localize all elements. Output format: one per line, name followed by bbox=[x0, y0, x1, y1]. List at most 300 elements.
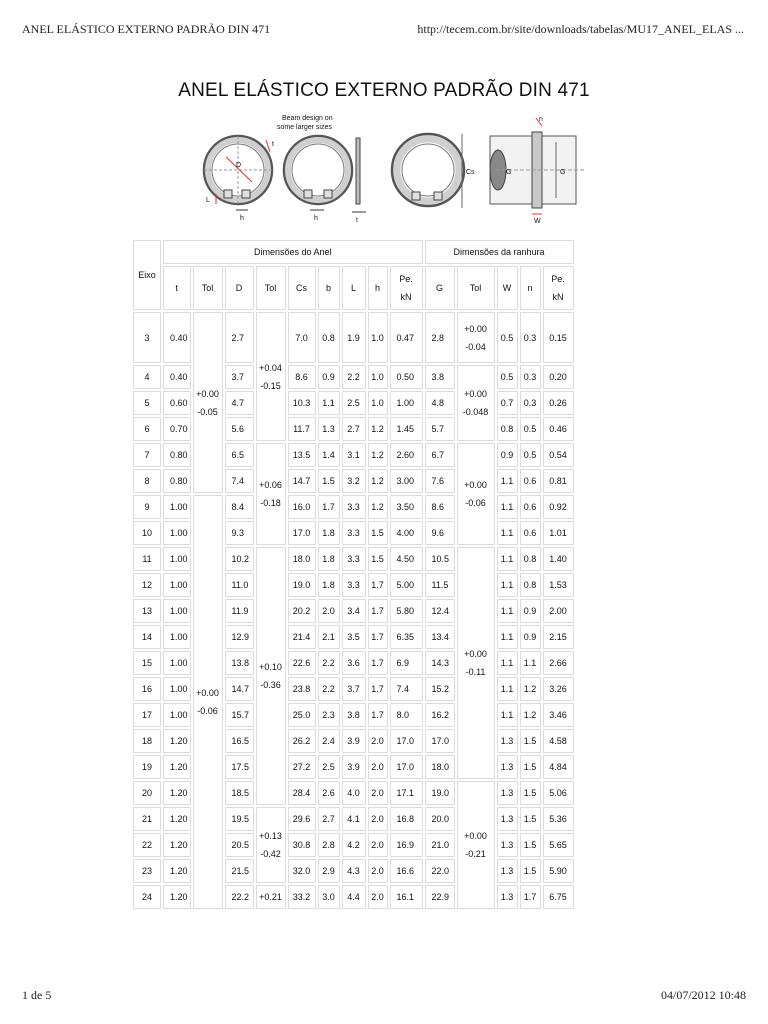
cell-h: 1.7 bbox=[368, 677, 388, 701]
cell-h: 1.7 bbox=[368, 573, 388, 597]
cell-h: 2.0 bbox=[368, 755, 388, 779]
cell-b: 1.8 bbox=[318, 573, 340, 597]
cell-n: 0.9 bbox=[520, 599, 541, 623]
cell-pe: 17.0 bbox=[390, 729, 423, 753]
cell-eixo: 21 bbox=[133, 807, 161, 831]
cell-L: 2.2 bbox=[342, 365, 366, 389]
cell-pe: 0.50 bbox=[390, 365, 423, 389]
cell-Cs: 27.2 bbox=[288, 755, 316, 779]
cell-t: 0.40 bbox=[163, 312, 191, 363]
cell-b: 1.3 bbox=[318, 417, 340, 441]
cell-D: 11.0 bbox=[225, 573, 254, 597]
cell-Cs: 16.0 bbox=[288, 495, 316, 519]
label-Cs: Cs bbox=[466, 169, 475, 176]
cell-h: 1.7 bbox=[368, 625, 388, 649]
cell-n: 0.6 bbox=[520, 521, 541, 545]
cell-G: 9.6 bbox=[425, 521, 455, 545]
header-b: b bbox=[318, 266, 340, 310]
cell-G: 17.0 bbox=[425, 729, 455, 753]
cell-L: 3.4 bbox=[342, 599, 366, 623]
cell-W: 0.7 bbox=[497, 391, 518, 415]
cell-pe: 6.9 bbox=[390, 651, 423, 675]
cell-n: 0.6 bbox=[520, 469, 541, 493]
cell-L: 3.1 bbox=[342, 443, 366, 467]
cell-eixo: 5 bbox=[133, 391, 161, 415]
cell-L: 4.3 bbox=[342, 859, 366, 883]
cell-Cs: 28.4 bbox=[288, 781, 316, 805]
cell-eixo: 7 bbox=[133, 443, 161, 467]
cell-b: 2.4 bbox=[318, 729, 340, 753]
cell-eixo: 13 bbox=[133, 599, 161, 623]
cell-t: 0.60 bbox=[163, 391, 191, 415]
cell-h: 1.7 bbox=[368, 651, 388, 675]
cell-Cs: 29.6 bbox=[288, 807, 316, 831]
cell-Cs: 14.7 bbox=[288, 469, 316, 493]
cell-Cs: 22.6 bbox=[288, 651, 316, 675]
cell-tol-D: +0.06 -0.18 bbox=[256, 443, 286, 545]
cell-L: 3.2 bbox=[342, 469, 366, 493]
label-G: G bbox=[506, 169, 512, 176]
cell-n: 0.3 bbox=[520, 391, 541, 415]
cell-pe2: 1.01 bbox=[543, 521, 574, 545]
cell-t: 1.00 bbox=[163, 677, 191, 701]
cell-G: 22.0 bbox=[425, 859, 455, 883]
cell-W: 0.5 bbox=[497, 365, 518, 389]
cell-n: 0.8 bbox=[520, 573, 541, 597]
header-h: h bbox=[368, 266, 388, 310]
cell-h: 1.2 bbox=[368, 417, 388, 441]
cell-W: 1.3 bbox=[497, 755, 518, 779]
cell-b: 2.9 bbox=[318, 859, 340, 883]
cell-eixo: 24 bbox=[133, 885, 161, 909]
cell-b: 2.5 bbox=[318, 755, 340, 779]
cell-n: 1.5 bbox=[520, 755, 541, 779]
cell-b: 0.9 bbox=[318, 365, 340, 389]
cell-b: 3.0 bbox=[318, 885, 340, 909]
cell-pe2: 4.84 bbox=[543, 755, 574, 779]
cell-D: 21.5 bbox=[225, 859, 254, 883]
cell-eixo: 19 bbox=[133, 755, 161, 779]
cell-pe2: 0.46 bbox=[543, 417, 574, 441]
cell-W: 1.3 bbox=[497, 729, 518, 753]
diagram-note-2: some larger sizes bbox=[277, 124, 332, 131]
diagram-note-1: Beam design on bbox=[282, 115, 333, 122]
cell-pe: 1.00 bbox=[390, 391, 423, 415]
cell-eixo: 4 bbox=[133, 365, 161, 389]
cell-L: 3.9 bbox=[342, 755, 366, 779]
cell-G: 14.3 bbox=[425, 651, 455, 675]
cell-h: 1.0 bbox=[368, 312, 388, 363]
header-eixo: Eixo bbox=[133, 240, 161, 310]
cell-b: 1.8 bbox=[318, 547, 340, 571]
cell-pe2: 1.53 bbox=[543, 573, 574, 597]
cell-pe: 16.6 bbox=[390, 859, 423, 883]
cell-t: 1.20 bbox=[163, 833, 191, 857]
cell-W: 1.1 bbox=[497, 547, 518, 571]
cell-t: 0.40 bbox=[163, 365, 191, 389]
cell-W: 1.3 bbox=[497, 807, 518, 831]
cell-eixo: 22 bbox=[133, 833, 161, 857]
cell-n: 0.6 bbox=[520, 495, 541, 519]
cell-tol-t: +0.00 -0.05 bbox=[193, 312, 223, 493]
cell-pe2: 0.81 bbox=[543, 469, 574, 493]
cell-L: 3.6 bbox=[342, 651, 366, 675]
cell-pe2: 2.66 bbox=[543, 651, 574, 675]
header-W: W bbox=[497, 266, 518, 310]
cell-G: 7.6 bbox=[425, 469, 455, 493]
print-header-url: http://tecem.com.br/site/downloads/tabelas/MU17_ANEL_ELAS ... bbox=[417, 22, 744, 36]
cell-h: 1.5 bbox=[368, 547, 388, 571]
cell-eixo: 9 bbox=[133, 495, 161, 519]
header-tol3: Tol bbox=[457, 266, 495, 310]
cell-pe2: 0.54 bbox=[543, 443, 574, 467]
cell-h: 1.5 bbox=[368, 521, 388, 545]
cell-t: 1.00 bbox=[163, 599, 191, 623]
cell-n: 0.9 bbox=[520, 625, 541, 649]
cell-eixo: 12 bbox=[133, 573, 161, 597]
cell-G: 15.2 bbox=[425, 677, 455, 701]
cell-b: 1.7 bbox=[318, 495, 340, 519]
cell-pe: 4.00 bbox=[390, 521, 423, 545]
cell-L: 3.7 bbox=[342, 677, 366, 701]
cell-pe: 16.8 bbox=[390, 807, 423, 831]
cell-b: 2.0 bbox=[318, 599, 340, 623]
cell-D: 14.7 bbox=[225, 677, 254, 701]
cell-eixo: 23 bbox=[133, 859, 161, 883]
cell-D: 2.7 bbox=[225, 312, 254, 363]
cell-n: 1.2 bbox=[520, 677, 541, 701]
cell-Cs: 19.0 bbox=[288, 573, 316, 597]
cell-t: 1.20 bbox=[163, 859, 191, 883]
cell-t: 1.20 bbox=[163, 781, 191, 805]
cell-n: 1.1 bbox=[520, 651, 541, 675]
cell-W: 1.1 bbox=[497, 651, 518, 675]
cell-W: 0.9 bbox=[497, 443, 518, 467]
cell-b: 0.8 bbox=[318, 312, 340, 363]
label-D: D bbox=[236, 162, 242, 169]
cell-tol-G: +0.00 -0.21 bbox=[457, 781, 495, 909]
cell-G: 19.0 bbox=[425, 781, 455, 805]
cell-tol-G: +0.00 -0.06 bbox=[457, 443, 495, 545]
cell-W: 1.1 bbox=[497, 573, 518, 597]
cell-eixo: 15 bbox=[133, 651, 161, 675]
label-h: h bbox=[240, 215, 244, 222]
cell-Cs: 30.8 bbox=[288, 833, 316, 857]
cell-pe2: 0.20 bbox=[543, 365, 574, 389]
cell-b: 2.8 bbox=[318, 833, 340, 857]
cell-Cs: 13.5 bbox=[288, 443, 316, 467]
cell-D: 3.7 bbox=[225, 365, 254, 389]
cell-W: 1.1 bbox=[497, 703, 518, 727]
cell-G: 10.5 bbox=[425, 547, 455, 571]
cell-pe: 16.1 bbox=[390, 885, 423, 909]
cell-W: 1.1 bbox=[497, 495, 518, 519]
cell-tol-D: +0.21 bbox=[256, 885, 286, 909]
cell-pe2: 5.90 bbox=[543, 859, 574, 883]
cell-pe: 4.50 bbox=[390, 547, 423, 571]
cell-h: 1.7 bbox=[368, 599, 388, 623]
cell-t: 1.00 bbox=[163, 521, 191, 545]
cell-eixo: 14 bbox=[133, 625, 161, 649]
cell-tol-D: +0.04 -0.15 bbox=[256, 312, 286, 441]
cell-L: 3.9 bbox=[342, 729, 366, 753]
cell-Cs: 8.6 bbox=[288, 365, 316, 389]
cell-pe: 3.00 bbox=[390, 469, 423, 493]
cell-t: 1.00 bbox=[163, 573, 191, 597]
document-title: ANEL ELÁSTICO EXTERNO PADRÃO DIN 471 bbox=[178, 80, 590, 101]
cell-h: 2.0 bbox=[368, 885, 388, 909]
cell-pe2: 1.40 bbox=[543, 547, 574, 571]
cell-eixo: 10 bbox=[133, 521, 161, 545]
cell-h: 2.0 bbox=[368, 729, 388, 753]
cell-L: 4.0 bbox=[342, 781, 366, 805]
cell-h: 1.2 bbox=[368, 469, 388, 493]
cell-pe2: 6.75 bbox=[543, 885, 574, 909]
label-L: L bbox=[206, 197, 210, 204]
cell-tol-G: +0.00 -0.04 bbox=[457, 312, 495, 363]
cell-W: 0.8 bbox=[497, 417, 518, 441]
cell-Cs: 23.8 bbox=[288, 677, 316, 701]
cell-eixo: 16 bbox=[133, 677, 161, 701]
cell-pe: 3.50 bbox=[390, 495, 423, 519]
cell-D: 15.7 bbox=[225, 703, 254, 727]
cell-pe: 16.9 bbox=[390, 833, 423, 857]
cell-D: 12.9 bbox=[225, 625, 254, 649]
cell-D: 10.2 bbox=[225, 547, 254, 571]
dimensions-table bbox=[131, 238, 576, 911]
cell-b: 2.2 bbox=[318, 677, 340, 701]
cell-n: 1.5 bbox=[520, 807, 541, 831]
cell-Cs: 7.0 bbox=[288, 312, 316, 363]
header-t: t bbox=[163, 266, 191, 310]
header-Cs: Cs bbox=[288, 266, 316, 310]
cell-pe2: 5.06 bbox=[543, 781, 574, 805]
cell-t: 1.00 bbox=[163, 651, 191, 675]
cell-h: 1.2 bbox=[368, 443, 388, 467]
cell-t: 1.00 bbox=[163, 625, 191, 649]
header-group-ranhura: Dimensões da ranhura bbox=[425, 240, 574, 264]
label-n: n bbox=[539, 116, 543, 123]
cell-eixo: 6 bbox=[133, 417, 161, 441]
header-pe: Pe. kN bbox=[390, 266, 423, 310]
cell-t: 0.70 bbox=[163, 417, 191, 441]
cell-pe: 2.60 bbox=[390, 443, 423, 467]
cell-eixo: 17 bbox=[133, 703, 161, 727]
cell-G: 3.8 bbox=[425, 365, 455, 389]
cell-pe: 6.35 bbox=[390, 625, 423, 649]
cell-pe2: 4.58 bbox=[543, 729, 574, 753]
cell-Cs: 10.3 bbox=[288, 391, 316, 415]
table-row bbox=[133, 495, 574, 519]
cell-pe: 17.0 bbox=[390, 755, 423, 779]
cell-L: 3.5 bbox=[342, 625, 366, 649]
table-row bbox=[133, 312, 574, 363]
cell-pe2: 5.65 bbox=[543, 833, 574, 857]
cell-D: 22.2 bbox=[225, 885, 254, 909]
cell-G: 5.7 bbox=[425, 417, 455, 441]
cell-W: 1.1 bbox=[497, 469, 518, 493]
cell-tol-G: +0.00 -0.11 bbox=[457, 547, 495, 779]
cell-n: 1.5 bbox=[520, 781, 541, 805]
cell-G: 6.7 bbox=[425, 443, 455, 467]
cell-b: 1.8 bbox=[318, 521, 340, 545]
cell-h: 2.0 bbox=[368, 781, 388, 805]
cell-D: 17.5 bbox=[225, 755, 254, 779]
cell-t: 1.20 bbox=[163, 729, 191, 753]
cell-D: 19.5 bbox=[225, 807, 254, 831]
header-group-anel: Dimensões do Anel bbox=[163, 240, 423, 264]
cell-t: 0.80 bbox=[163, 443, 191, 467]
cell-pe2: 0.15 bbox=[543, 312, 574, 363]
cell-W: 1.3 bbox=[497, 781, 518, 805]
cell-Cs: 25.0 bbox=[288, 703, 316, 727]
cell-b: 1.4 bbox=[318, 443, 340, 467]
cell-G: 11.5 bbox=[425, 573, 455, 597]
cell-L: 1.9 bbox=[342, 312, 366, 363]
cell-W: 0.5 bbox=[497, 312, 518, 363]
cell-G: 2.8 bbox=[425, 312, 455, 363]
cell-n: 1.5 bbox=[520, 859, 541, 883]
cell-pe: 8.0 bbox=[390, 703, 423, 727]
cell-W: 1.3 bbox=[497, 859, 518, 883]
cell-D: 7.4 bbox=[225, 469, 254, 493]
cell-D: 6.5 bbox=[225, 443, 254, 467]
cell-b: 2.2 bbox=[318, 651, 340, 675]
cell-L: 3.3 bbox=[342, 547, 366, 571]
cell-L: 2.5 bbox=[342, 391, 366, 415]
cell-b: 2.1 bbox=[318, 625, 340, 649]
cell-W: 1.1 bbox=[497, 599, 518, 623]
cell-h: 2.0 bbox=[368, 807, 388, 831]
cell-n: 1.5 bbox=[520, 729, 541, 753]
page-counter: 1 de 5 bbox=[22, 988, 52, 1002]
cell-W: 1.3 bbox=[497, 833, 518, 857]
cell-Cs: 32.0 bbox=[288, 859, 316, 883]
cell-pe2: 0.92 bbox=[543, 495, 574, 519]
cell-Cs: 21.4 bbox=[288, 625, 316, 649]
cell-Cs: 26.2 bbox=[288, 729, 316, 753]
cell-tol-t: +0.00 -0.06 bbox=[193, 495, 223, 909]
header-tol: Tol bbox=[193, 266, 223, 310]
cell-n: 0.8 bbox=[520, 547, 541, 571]
cell-t: 1.00 bbox=[163, 495, 191, 519]
cell-pe2: 3.46 bbox=[543, 703, 574, 727]
header-L: L bbox=[342, 266, 366, 310]
cell-b: 2.7 bbox=[318, 807, 340, 831]
header-n: n bbox=[520, 266, 541, 310]
cell-t: 0.80 bbox=[163, 469, 191, 493]
header-G: G bbox=[425, 266, 455, 310]
cell-W: 1.1 bbox=[497, 521, 518, 545]
cell-pe2: 2.00 bbox=[543, 599, 574, 623]
cell-n: 1.7 bbox=[520, 885, 541, 909]
cell-h: 2.0 bbox=[368, 833, 388, 857]
cell-D: 5.6 bbox=[225, 417, 254, 441]
cell-t: 1.00 bbox=[163, 703, 191, 727]
cell-n: 0.5 bbox=[520, 417, 541, 441]
cell-D: 20.5 bbox=[225, 833, 254, 857]
cell-t: 1.20 bbox=[163, 807, 191, 831]
cell-pe: 5.80 bbox=[390, 599, 423, 623]
label-W: W bbox=[534, 218, 541, 224]
cell-Cs: 17.0 bbox=[288, 521, 316, 545]
cell-L: 4.4 bbox=[342, 885, 366, 909]
cell-pe2: 3.26 bbox=[543, 677, 574, 701]
header-pe2: Pe. kN bbox=[543, 266, 574, 310]
label-h2: h bbox=[314, 215, 318, 222]
cell-D: 11.9 bbox=[225, 599, 254, 623]
cell-L: 3.8 bbox=[342, 703, 366, 727]
cell-pe2: 5.36 bbox=[543, 807, 574, 831]
cell-L: 3.3 bbox=[342, 521, 366, 545]
header-tol2: Tol bbox=[256, 266, 286, 310]
cell-b: 2.3 bbox=[318, 703, 340, 727]
cell-n: 0.3 bbox=[520, 312, 541, 363]
cell-L: 3.3 bbox=[342, 495, 366, 519]
cell-Cs: 18.0 bbox=[288, 547, 316, 571]
cell-b: 2.6 bbox=[318, 781, 340, 805]
cell-pe: 1.45 bbox=[390, 417, 423, 441]
cell-eixo: 3 bbox=[133, 312, 161, 363]
cell-b: 1.1 bbox=[318, 391, 340, 415]
cell-tol-D: +0.10 -0.36 bbox=[256, 547, 286, 805]
label-G2: G bbox=[560, 169, 566, 176]
cell-tol-G: +0.00 -0.048 bbox=[457, 365, 495, 441]
cell-t: 1.20 bbox=[163, 885, 191, 909]
cell-eixo: 20 bbox=[133, 781, 161, 805]
cell-pe2: 2.15 bbox=[543, 625, 574, 649]
cell-D: 16.5 bbox=[225, 729, 254, 753]
cell-G: 13.4 bbox=[425, 625, 455, 649]
label-t: t bbox=[272, 141, 274, 148]
cell-G: 20.0 bbox=[425, 807, 455, 831]
cell-n: 1.5 bbox=[520, 833, 541, 857]
cell-n: 1.2 bbox=[520, 703, 541, 727]
cell-L: 3.3 bbox=[342, 573, 366, 597]
cell-G: 18.0 bbox=[425, 755, 455, 779]
cell-G: 12.4 bbox=[425, 599, 455, 623]
cell-L: 4.1 bbox=[342, 807, 366, 831]
cell-Cs: 11.7 bbox=[288, 417, 316, 441]
cell-D: 9.3 bbox=[225, 521, 254, 545]
cell-h: 2.0 bbox=[368, 859, 388, 883]
cell-b: 1.5 bbox=[318, 469, 340, 493]
cell-D: 8.4 bbox=[225, 495, 254, 519]
cell-n: 0.5 bbox=[520, 443, 541, 467]
cell-D: 18.5 bbox=[225, 781, 254, 805]
cell-L: 2.7 bbox=[342, 417, 366, 441]
cell-pe: 17.1 bbox=[390, 781, 423, 805]
cell-G: 21.0 bbox=[425, 833, 455, 857]
cell-G: 22.9 bbox=[425, 885, 455, 909]
retaining-ring-diagram bbox=[196, 112, 588, 224]
cell-W: 1.3 bbox=[497, 885, 518, 909]
header-D: D bbox=[225, 266, 254, 310]
cell-n: 0.3 bbox=[520, 365, 541, 389]
cell-L: 4.2 bbox=[342, 833, 366, 857]
cell-eixo: 18 bbox=[133, 729, 161, 753]
cell-W: 1.1 bbox=[497, 677, 518, 701]
cell-h: 1.7 bbox=[368, 703, 388, 727]
label-t2: t bbox=[356, 217, 358, 224]
cell-G: 16.2 bbox=[425, 703, 455, 727]
cell-t: 1.00 bbox=[163, 547, 191, 571]
cell-tol-D: +0.13 -0.42 bbox=[256, 807, 286, 883]
cell-eixo: 8 bbox=[133, 469, 161, 493]
cell-D: 4.7 bbox=[225, 391, 254, 415]
print-header-title: ANEL ELÁSTICO EXTERNO PADRÃO DIN 471 bbox=[22, 22, 271, 36]
cell-Cs: 20.2 bbox=[288, 599, 316, 623]
